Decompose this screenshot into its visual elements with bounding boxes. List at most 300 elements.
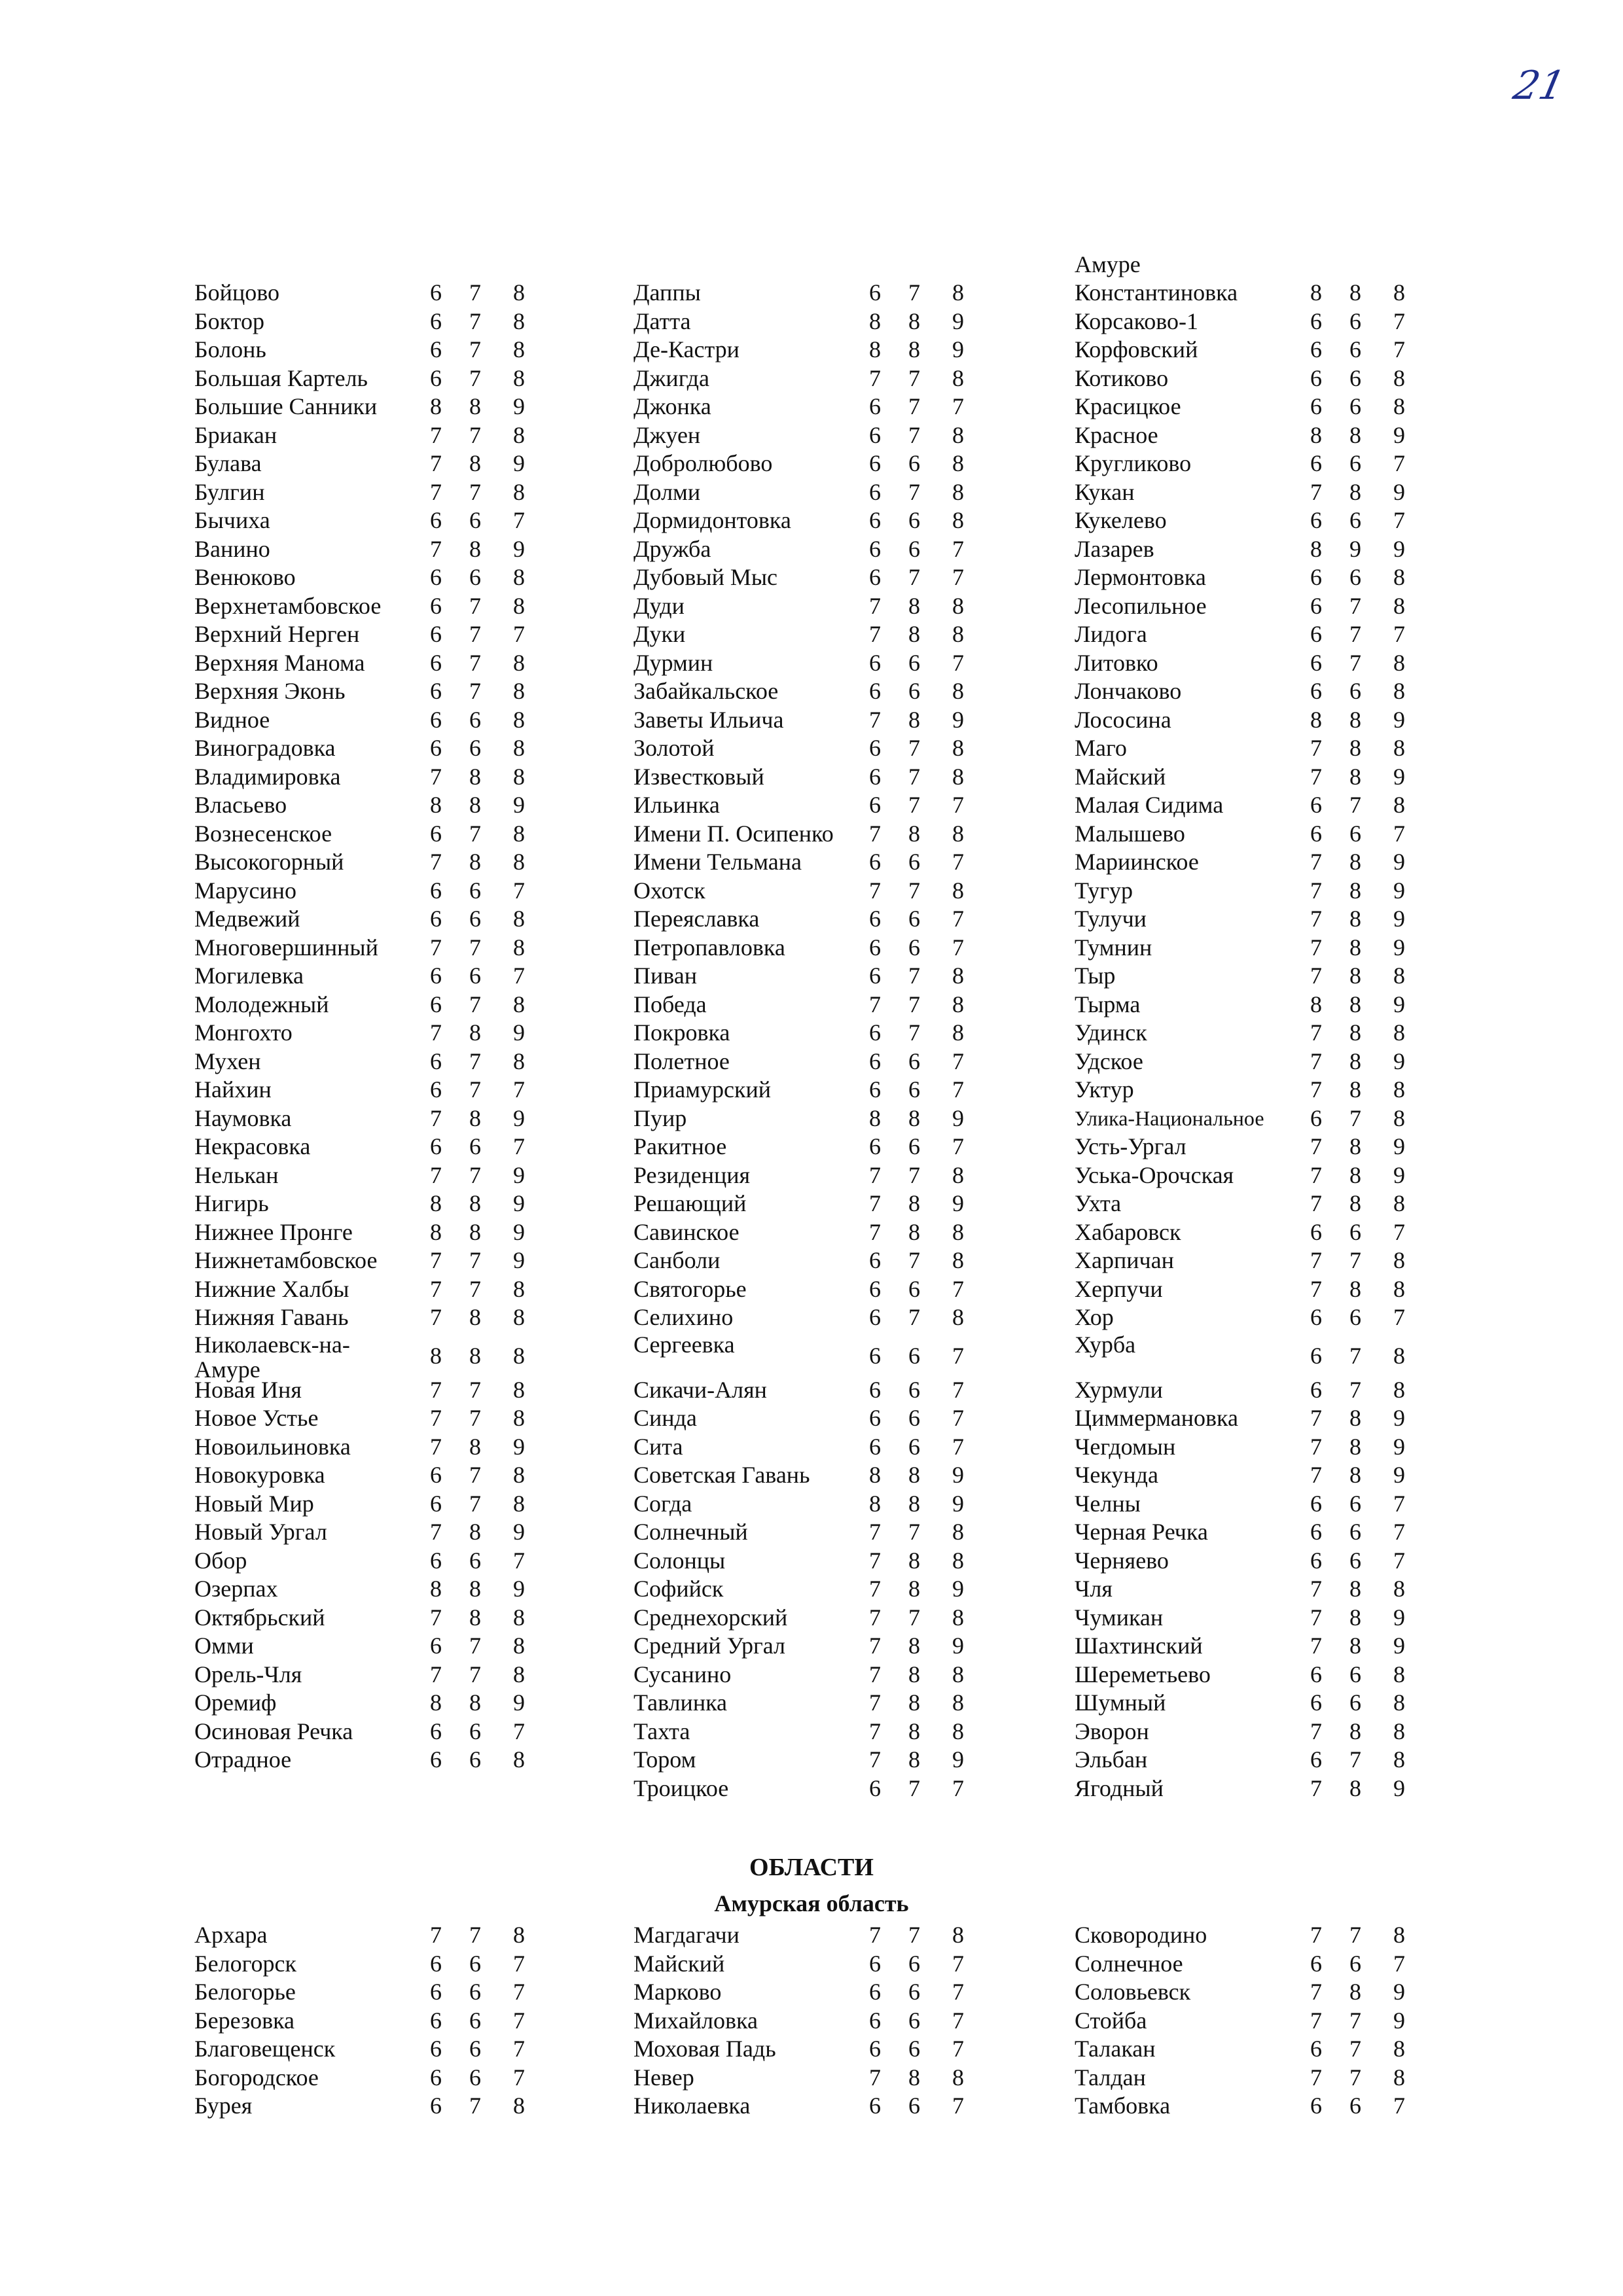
settlement-name: Талакан	[1075, 2036, 1156, 2062]
value-cell: 6	[869, 906, 881, 932]
value-cell: 7	[908, 1604, 920, 1631]
value-cell: 6	[869, 1342, 881, 1369]
settlement-name: Бойцово	[194, 279, 279, 306]
value-cell: 6	[430, 1048, 442, 1074]
value-cell: 9	[1393, 706, 1405, 733]
settlement-name: Красное	[1075, 421, 1158, 448]
value-cell: 6	[869, 1019, 881, 1046]
value-cell: 6	[430, 1076, 442, 1103]
value-cell: 7	[513, 1547, 525, 1574]
value-cell: 6	[1310, 364, 1322, 391]
value-cell: 7	[952, 934, 964, 961]
settlement-name: Дурмин	[633, 649, 713, 676]
settlement-name: Бурея	[194, 2093, 253, 2119]
settlement-name: Тыр	[1075, 963, 1116, 989]
value-cell: 9	[952, 1190, 964, 1216]
settlement-name: Синда	[633, 1405, 697, 1431]
value-cell: 7	[430, 478, 442, 505]
value-cell: 6	[1310, 792, 1322, 818]
value-cell: 6	[908, 1048, 920, 1074]
value-cell: 7	[952, 792, 964, 818]
settlement-name: Сикачи-Алян	[633, 1376, 767, 1403]
value-cell: 8	[1393, 1922, 1405, 1948]
settlement-name: Березовка	[194, 2007, 294, 2034]
value-cell: 7	[869, 1718, 881, 1744]
value-cell: 7	[469, 1490, 481, 1517]
value-cell: 6	[908, 1950, 920, 1977]
settlement-name: Новоильиновка	[194, 1433, 351, 1460]
settlement-name: Имени П. Осипенко	[633, 820, 834, 847]
value-cell: 8	[513, 421, 525, 448]
value-cell: 7	[869, 1661, 881, 1687]
value-cell: 9	[513, 535, 525, 562]
value-cell: 7	[1310, 478, 1322, 505]
value-cell: 6	[1310, 450, 1322, 476]
overflow-text: Амуре	[1075, 251, 1141, 277]
value-cell: 7	[1310, 963, 1322, 989]
value-cell: 6	[469, 2064, 481, 2091]
value-cell: 7	[513, 1718, 525, 1744]
value-cell: 8	[469, 450, 481, 476]
settlement-name: Дубовый Мыс	[633, 564, 778, 590]
value-cell: 6	[469, 706, 481, 733]
value-cell: 7	[1349, 1922, 1361, 1948]
value-cell: 8	[1393, 1076, 1405, 1103]
value-cell: 8	[869, 336, 881, 362]
settlement-name: Орель-Чля	[194, 1661, 302, 1687]
value-cell: 6	[1310, 336, 1322, 362]
value-cell: 8	[952, 1547, 964, 1574]
value-cell: 7	[952, 2093, 964, 2119]
value-cell: 6	[908, 1275, 920, 1302]
settlement-name: Богородское	[194, 2064, 319, 2091]
value-cell: 8	[469, 1604, 481, 1631]
value-cell: 8	[430, 1190, 442, 1216]
value-cell: 8	[1349, 1133, 1361, 1159]
value-cell: 8	[430, 393, 442, 419]
value-cell: 7	[869, 1604, 881, 1631]
value-cell: 8	[952, 478, 964, 505]
value-cell: 8	[469, 763, 481, 790]
settlement-name: Лососина	[1075, 706, 1171, 733]
value-cell: 6	[1349, 2093, 1361, 2119]
settlement-name: Решающий	[633, 1190, 747, 1216]
value-cell: 7	[430, 1661, 442, 1687]
value-cell: 8	[513, 1462, 525, 1488]
value-cell: 7	[513, 2036, 525, 2062]
value-cell: 7	[430, 1604, 442, 1631]
settlement-name: Святогорье	[633, 1275, 747, 1302]
value-cell: 6	[430, 2093, 442, 2119]
settlement-name: Мухен	[194, 1048, 261, 1074]
value-cell: 6	[869, 393, 881, 419]
value-cell: 6	[1310, 592, 1322, 619]
value-cell: 7	[869, 1576, 881, 1602]
value-cell: 7	[869, 621, 881, 647]
value-cell: 9	[1393, 849, 1405, 875]
value-cell: 6	[869, 763, 881, 790]
value-cell: 6	[430, 1462, 442, 1488]
settlement-name: Савинское	[633, 1218, 740, 1245]
value-cell: 7	[469, 1922, 481, 1948]
value-cell: 8	[469, 849, 481, 875]
value-cell: 8	[1349, 1576, 1361, 1602]
value-cell: 6	[430, 963, 442, 989]
settlement-name: Котиково	[1075, 364, 1169, 391]
value-cell: 7	[908, 478, 920, 505]
settlement-name: Эльбан	[1075, 1746, 1148, 1773]
settlement-name: Новокуровка	[194, 1462, 325, 1488]
settlement-name: Благовещенск	[194, 2036, 336, 2062]
value-cell: 7	[1393, 450, 1405, 476]
value-cell: 7	[869, 1689, 881, 1716]
value-cell: 8	[1349, 1161, 1361, 1188]
value-cell: 8	[952, 763, 964, 790]
value-cell: 8	[1393, 1746, 1405, 1773]
value-cell: 8	[469, 1218, 481, 1245]
value-cell: 6	[1349, 1519, 1361, 1545]
value-cell: 6	[1310, 1342, 1322, 1369]
value-cell: 7	[513, 507, 525, 533]
settlement-name: Магдагачи	[633, 1922, 740, 1948]
value-cell: 7	[908, 1519, 920, 1545]
value-cell: 8	[513, 336, 525, 362]
value-cell: 7	[869, 1547, 881, 1574]
value-cell: 7	[1310, 1405, 1322, 1431]
value-cell: 8	[513, 735, 525, 761]
value-cell: 7	[1310, 1718, 1322, 1744]
value-cell: 6	[1349, 1547, 1361, 1574]
value-cell: 8	[469, 1190, 481, 1216]
settlement-name: Бриакан	[194, 421, 277, 448]
value-cell: 8	[513, 820, 525, 847]
settlement-name: Болонь	[194, 336, 266, 362]
value-cell: 8	[1349, 1275, 1361, 1302]
value-cell: 6	[869, 1979, 881, 2005]
value-cell: 7	[1393, 820, 1405, 847]
value-cell: 7	[469, 279, 481, 306]
value-cell: 6	[1310, 1689, 1322, 1716]
value-cell: 7	[1349, 1247, 1361, 1273]
value-cell: 8	[430, 1218, 442, 1245]
value-cell: 8	[952, 450, 964, 476]
value-cell: 7	[430, 450, 442, 476]
value-cell: 7	[1310, 1604, 1322, 1631]
settlement-name: Хурба	[1075, 1331, 1136, 1358]
settlement-name: Петропавловка	[633, 934, 785, 961]
value-cell: 7	[908, 963, 920, 989]
value-cell: 8	[1349, 1775, 1361, 1801]
value-cell: 7	[952, 1275, 964, 1302]
value-cell: 7	[869, 820, 881, 847]
value-cell: 8	[952, 1161, 964, 1188]
value-cell: 7	[469, 934, 481, 961]
value-cell: 6	[908, 1076, 920, 1103]
value-cell: 8	[1349, 1405, 1361, 1431]
settlement-name: Заветы Ильича	[633, 706, 784, 733]
value-cell: 6	[1349, 1490, 1361, 1517]
value-cell: 8	[513, 1304, 525, 1330]
value-cell: 7	[469, 1247, 481, 1273]
settlement-name: Вознесенское	[194, 820, 332, 847]
value-cell: 7	[1349, 2007, 1361, 2034]
value-cell: 6	[469, 963, 481, 989]
value-cell: 8	[952, 1247, 964, 1273]
value-cell: 6	[469, 564, 481, 590]
value-cell: 6	[1349, 450, 1361, 476]
value-cell: 6	[469, 2007, 481, 2034]
value-cell: 7	[513, 1979, 525, 2005]
value-cell: 9	[952, 1104, 964, 1131]
value-cell: 8	[952, 1019, 964, 1046]
value-cell: 7	[1310, 1979, 1322, 2005]
value-cell: 6	[1349, 1218, 1361, 1245]
value-cell: 7	[1393, 1547, 1405, 1574]
value-cell: 7	[1349, 2064, 1361, 2091]
value-cell: 9	[1393, 1462, 1405, 1488]
value-cell: 6	[869, 1304, 881, 1330]
settlement-name: Ягодный	[1075, 1775, 1164, 1801]
settlement-name: Усть-Ургал	[1075, 1133, 1186, 1159]
value-cell: 7	[952, 1048, 964, 1074]
value-cell: 7	[469, 1161, 481, 1188]
value-cell: 9	[952, 706, 964, 733]
value-cell: 6	[908, 906, 920, 932]
value-cell: 6	[430, 1950, 442, 1977]
value-cell: 8	[1349, 1190, 1361, 1216]
settlement-name: Тумнин	[1075, 934, 1152, 961]
value-cell: 7	[1310, 1161, 1322, 1188]
settlement-name: Сусанино	[633, 1661, 732, 1687]
value-cell: 7	[869, 877, 881, 904]
settlement-name: Могилевка	[194, 963, 304, 989]
value-cell: 8	[1393, 1718, 1405, 1744]
value-cell: 7	[1393, 1519, 1405, 1545]
value-cell: 6	[1310, 1746, 1322, 1773]
value-cell: 6	[908, 450, 920, 476]
value-cell: 7	[1310, 2007, 1322, 2034]
settlement-name: Монгохто	[194, 1019, 293, 1046]
value-cell: 8	[1349, 279, 1361, 306]
section-title: ОБЛАСТИ	[749, 1854, 874, 1881]
settlement-name: Черняево	[1075, 1547, 1169, 1574]
settlement-name: Новая Иня	[194, 1376, 302, 1403]
settlement-name: Оремиф	[194, 1689, 277, 1716]
value-cell: 6	[1310, 564, 1322, 590]
settlement-name: Наумовка	[194, 1104, 292, 1131]
settlement-name: Золотой	[633, 735, 715, 761]
value-cell: 7	[430, 421, 442, 448]
value-cell: 9	[1393, 1604, 1405, 1631]
value-cell: 7	[469, 649, 481, 676]
value-cell: 6	[869, 1247, 881, 1273]
settlement-name: Дуки	[633, 621, 686, 647]
value-cell: 6	[1310, 2093, 1322, 2119]
settlement-name: Улика-Национальное	[1075, 1106, 1264, 1130]
value-cell: 8	[908, 336, 920, 362]
value-cell: 8	[513, 1661, 525, 1687]
value-cell: 7	[952, 1405, 964, 1431]
value-cell: 8	[469, 1433, 481, 1460]
value-cell: 7	[1349, 1342, 1361, 1369]
settlement-name: Боктор	[194, 308, 264, 334]
value-cell: 8	[1349, 1979, 1361, 2005]
value-cell: 8	[513, 364, 525, 391]
settlement-name: Троицкое	[633, 1775, 729, 1801]
value-cell: 8	[513, 1376, 525, 1403]
value-cell: 8	[952, 1922, 964, 1948]
value-cell: 6	[1310, 393, 1322, 419]
settlement-name: Малышево	[1075, 820, 1185, 847]
settlement-name: Согда	[633, 1490, 692, 1517]
settlement-name: Харпичан	[1075, 1247, 1174, 1273]
value-cell: 9	[952, 1490, 964, 1517]
settlement-name: Тулучи	[1075, 906, 1147, 932]
settlement-name: Циммермановка	[1075, 1405, 1238, 1431]
value-cell: 8	[1393, 1376, 1405, 1403]
settlement-name: Уська-Орочская	[1075, 1161, 1234, 1188]
value-cell: 6	[469, 1547, 481, 1574]
settlement-name: Владимировка	[194, 763, 341, 790]
value-cell: 6	[430, 1718, 442, 1744]
value-cell: 6	[430, 649, 442, 676]
value-cell: 8	[952, 507, 964, 533]
value-cell: 7	[430, 1433, 442, 1460]
value-cell: 8	[869, 1104, 881, 1131]
value-cell: 6	[908, 1979, 920, 2005]
value-cell: 7	[1310, 1633, 1322, 1659]
value-cell: 6	[430, 1490, 442, 1517]
value-cell: 7	[1310, 1275, 1322, 1302]
value-cell: 6	[430, 2007, 442, 2034]
value-cell: 7	[469, 592, 481, 619]
value-cell: 6	[1310, 820, 1322, 847]
settlement-name: Кукан	[1075, 478, 1135, 505]
value-cell: 7	[1349, 792, 1361, 818]
value-cell: 7	[1393, 507, 1405, 533]
value-cell: 7	[952, 1133, 964, 1159]
value-cell: 9	[513, 1190, 525, 1216]
value-cell: 7	[1310, 2064, 1322, 2091]
value-cell: 8	[513, 279, 525, 306]
value-cell: 7	[513, 1950, 525, 1977]
value-cell: 8	[869, 1462, 881, 1488]
value-cell: 7	[430, 763, 442, 790]
value-cell: 6	[430, 906, 442, 932]
settlement-name: Ракитное	[633, 1133, 727, 1159]
value-cell: 6	[908, 2007, 920, 2034]
value-cell: 7	[869, 592, 881, 619]
settlement-name: Шумный	[1075, 1689, 1166, 1716]
value-cell: 6	[908, 649, 920, 676]
value-cell: 7	[430, 1104, 442, 1131]
value-cell: 8	[1393, 1190, 1405, 1216]
settlement-name: Имени Тельмана	[633, 849, 802, 875]
value-cell: 6	[1310, 507, 1322, 533]
value-cell: 6	[908, 1376, 920, 1403]
settlement-name: Марусино	[194, 877, 297, 904]
value-cell: 6	[1310, 1519, 1322, 1545]
value-cell: 7	[469, 1376, 481, 1403]
value-cell: 8	[952, 735, 964, 761]
value-cell: 6	[469, 2036, 481, 2062]
value-cell: 8	[1310, 991, 1322, 1017]
value-cell: 6	[869, 450, 881, 476]
settlement-name: Омми	[194, 1633, 254, 1659]
value-cell: 9	[952, 1746, 964, 1773]
settlement-name: Хурмули	[1075, 1376, 1163, 1403]
value-cell: 7	[952, 1950, 964, 1977]
value-cell: 8	[513, 849, 525, 875]
value-cell: 8	[1310, 535, 1322, 562]
settlement-name: Советская Гавань	[633, 1462, 810, 1488]
value-cell: 6	[869, 735, 881, 761]
value-cell: 8	[952, 877, 964, 904]
value-cell: 6	[1349, 336, 1361, 362]
value-cell: 9	[1393, 1633, 1405, 1659]
value-cell: 8	[1393, 1104, 1405, 1131]
value-cell: 6	[869, 1076, 881, 1103]
settlement-name: Сита	[633, 1433, 683, 1460]
settlement-name: Кругликово	[1075, 450, 1192, 476]
value-cell: 7	[952, 849, 964, 875]
settlement-name: Челны	[1075, 1490, 1141, 1517]
value-cell: 8	[952, 1304, 964, 1330]
value-cell: 8	[1349, 1433, 1361, 1460]
value-cell: 8	[1393, 2064, 1405, 2091]
settlement-name: Малая Сидима	[1075, 792, 1224, 818]
value-cell: 6	[1310, 1104, 1322, 1131]
value-cell: 8	[1349, 849, 1361, 875]
settlement-name: Сергеевка	[633, 1331, 735, 1358]
value-cell: 8	[469, 1104, 481, 1131]
value-cell: 7	[1349, 621, 1361, 647]
value-cell: 8	[1349, 1048, 1361, 1074]
value-cell: 7	[1349, 1376, 1361, 1403]
value-cell: 7	[952, 2007, 964, 2034]
value-cell: 6	[1310, 1304, 1322, 1330]
value-cell: 6	[908, 934, 920, 961]
settlement-name: Чля	[1075, 1576, 1113, 1602]
settlement-name: Удинск	[1075, 1019, 1147, 1046]
settlement-name: Среднехорский	[633, 1604, 788, 1631]
value-cell: 8	[513, 1604, 525, 1631]
value-cell: 8	[513, 906, 525, 932]
value-cell: 7	[1310, 906, 1322, 932]
value-cell: 7	[1393, 2093, 1405, 2119]
value-cell: 7	[952, 1775, 964, 1801]
settlement-name: Эворон	[1075, 1718, 1149, 1744]
value-cell: 8	[952, 1718, 964, 1744]
value-cell: 7	[469, 308, 481, 334]
settlement-name: Шереметьево	[1075, 1661, 1211, 1687]
value-cell: 6	[869, 849, 881, 875]
value-cell: 8	[952, 1661, 964, 1687]
value-cell: 8	[1393, 963, 1405, 989]
settlement-name: Охотск	[633, 877, 705, 904]
value-cell: 9	[1393, 1433, 1405, 1460]
value-cell: 8	[513, 1342, 525, 1369]
value-cell: 8	[1349, 906, 1361, 932]
settlement-name: Известковый	[633, 763, 764, 790]
value-cell: 8	[908, 308, 920, 334]
settlement-name: Верхнетамбовское	[194, 592, 382, 619]
settlement-name: Софийск	[633, 1576, 724, 1602]
value-cell: 6	[1349, 564, 1361, 590]
value-cell: 8	[1310, 421, 1322, 448]
value-cell: 6	[908, 1433, 920, 1460]
settlement-name: Белогорье	[194, 1979, 296, 2005]
